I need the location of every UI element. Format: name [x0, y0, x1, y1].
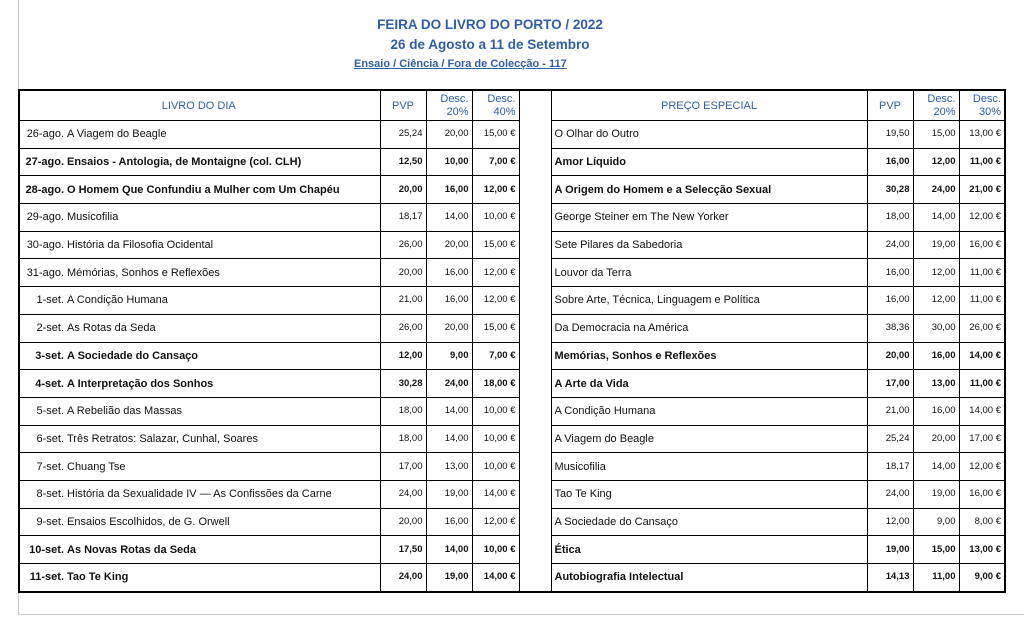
row-date: 10-set.	[19, 536, 65, 564]
right-desc20: 14,00	[913, 453, 959, 481]
left-desc40: 7,00 €	[472, 148, 519, 176]
right-desc30: 13,00 €	[959, 536, 1005, 564]
right-desc20: 15,00	[913, 121, 959, 149]
left-pvp: 18,17	[380, 204, 426, 232]
right-pvp: 12,00	[867, 508, 913, 536]
right-desc30: 12,00 €	[959, 453, 1005, 481]
right-book-title: Musicofilia	[551, 453, 867, 481]
left-desc40: 10,00 €	[472, 204, 519, 232]
row-date: 4-set.	[19, 370, 65, 398]
right-pvp: 14,13	[867, 564, 913, 592]
left-desc20: 20,00	[426, 121, 472, 149]
header-right-desc30	[959, 90, 1005, 121]
table-row	[19, 508, 1005, 536]
right-pvp: 38,36	[867, 314, 913, 342]
right-book-title: Sete Pilares da Sabedoria	[551, 231, 867, 259]
right-desc20: 12,00	[913, 259, 959, 287]
right-pvp: 18,17	[867, 453, 913, 481]
left-book-title: Chuang Tse	[65, 453, 380, 481]
left-desc40: 15,00 €	[472, 121, 519, 149]
header-desc-percent: 20%	[446, 105, 469, 118]
right-book-title: Autobiografia Intelectual	[551, 564, 867, 592]
left-desc40: 12,00 €	[472, 287, 519, 315]
row-date: 11-set.	[19, 564, 65, 592]
right-book-title: Sobre Arte, Técnica, Linguagem e Política	[551, 287, 867, 315]
left-desc40: 15,00 €	[472, 314, 519, 342]
right-pvp: 19,50	[867, 121, 913, 149]
right-book-title: A Condição Humana	[551, 397, 867, 425]
right-desc30: 16,00 €	[959, 231, 1005, 259]
left-pvp: 24,00	[380, 480, 426, 508]
left-desc20: 14,00	[426, 425, 472, 453]
right-desc20: 30,00	[913, 314, 959, 342]
category-subtitle: Ensaio / Ciência / Fora de Colecção - 117	[354, 58, 567, 70]
left-desc40: 7,00 €	[472, 342, 519, 370]
left-pvp: 18,00	[380, 425, 426, 453]
left-pvp: 26,00	[380, 314, 426, 342]
table-row	[19, 259, 1005, 287]
column-gap	[519, 370, 551, 398]
right-desc20: 15,00	[913, 536, 959, 564]
right-book-title: O Olhar do Outro	[551, 121, 867, 149]
left-desc20: 10,00	[426, 148, 472, 176]
right-pvp: 16,00	[867, 148, 913, 176]
header-desc-percent: 40%	[493, 105, 516, 118]
left-desc20: 20,00	[426, 314, 472, 342]
column-gap	[519, 536, 551, 564]
left-desc40: 14,00 €	[472, 564, 519, 592]
header-desc-label: Desc.	[440, 92, 469, 105]
column-gap	[519, 314, 551, 342]
right-desc20: 11,00	[913, 564, 959, 592]
row-date: 28-ago.	[19, 176, 65, 204]
table-row	[19, 148, 1005, 176]
left-book-title: As Novas Rotas da Seda	[65, 536, 380, 564]
right-desc30: 11,00 €	[959, 370, 1005, 398]
left-book-title: O Homem Que Confundiu a Mulher com Um Chapéu	[65, 176, 380, 204]
row-date: 7-set.	[19, 453, 65, 481]
left-pvp: 20,00	[380, 259, 426, 287]
column-gap	[519, 564, 551, 592]
table-row	[19, 397, 1005, 425]
table-row	[19, 176, 1005, 204]
right-book-title: A Origem do Homem e a Selecção Sexual	[551, 176, 867, 204]
right-book-title: George Steiner em The New Yorker	[551, 204, 867, 232]
table-header-row	[19, 90, 1005, 121]
left-desc20: 14,00	[426, 397, 472, 425]
header-livro-do-dia: LIVRO DO DIA	[65, 90, 380, 121]
column-gap	[519, 425, 551, 453]
right-desc20: 9,00	[913, 508, 959, 536]
row-date: 31-ago.	[19, 259, 65, 287]
column-gap	[519, 121, 551, 149]
row-date: 9-set.	[19, 508, 65, 536]
right-desc20: 19,00	[913, 480, 959, 508]
right-desc30: 9,00 €	[959, 564, 1005, 592]
right-pvp: 18,00	[867, 204, 913, 232]
row-date: 29-ago.	[19, 204, 65, 232]
header-left-desc20	[426, 90, 472, 121]
left-book-title: História da Filosofia Ocidental	[65, 231, 380, 259]
table-row	[19, 564, 1005, 592]
left-desc20: 19,00	[426, 564, 472, 592]
column-gap	[519, 148, 551, 176]
right-desc20: 12,00	[913, 148, 959, 176]
table-row	[19, 370, 1005, 398]
left-book-title: Ensaios - Antologia, de Montaigne (col. CLH)	[65, 148, 380, 176]
right-book-title: Ética	[551, 536, 867, 564]
right-book-title: A Viagem do Beagle	[551, 425, 867, 453]
right-desc20: 16,00	[913, 397, 959, 425]
left-desc40: 10,00 €	[472, 453, 519, 481]
right-pvp: 25,24	[867, 425, 913, 453]
table-row	[19, 453, 1005, 481]
left-desc40: 10,00 €	[472, 536, 519, 564]
page-title: FEIRA DO LIVRO DO PORTO / 2022	[377, 17, 603, 32]
right-book-title: Memórias, Sonhos e Reflexões	[551, 342, 867, 370]
row-date: 30-ago.	[19, 231, 65, 259]
table-row	[19, 204, 1005, 232]
left-desc20: 24,00	[426, 370, 472, 398]
right-desc30: 17,00 €	[959, 425, 1005, 453]
row-date: 3-set.	[19, 342, 65, 370]
left-pvp: 20,00	[380, 176, 426, 204]
row-date: 5-set.	[19, 397, 65, 425]
left-desc40: 18,00 €	[472, 370, 519, 398]
left-desc20: 14,00	[426, 204, 472, 232]
right-desc30: 26,00 €	[959, 314, 1005, 342]
left-desc20: 16,00	[426, 259, 472, 287]
right-desc30: 11,00 €	[959, 148, 1005, 176]
column-gap	[519, 480, 551, 508]
left-desc40: 15,00 €	[472, 231, 519, 259]
left-pvp: 30,28	[380, 370, 426, 398]
table-row	[19, 287, 1005, 315]
right-book-title: Louvor da Terra	[551, 259, 867, 287]
row-date: 1-set.	[19, 287, 65, 315]
table-row	[19, 121, 1005, 149]
left-pvp: 18,00	[380, 397, 426, 425]
left-desc20: 16,00	[426, 176, 472, 204]
table-row	[19, 480, 1005, 508]
column-gap	[519, 231, 551, 259]
left-desc40: 12,00 €	[472, 176, 519, 204]
right-desc20: 19,00	[913, 231, 959, 259]
header-desc-label: Desc.	[487, 92, 516, 105]
row-date: 27-ago.	[19, 148, 65, 176]
left-pvp: 17,50	[380, 536, 426, 564]
right-desc30: 21,00 €	[959, 176, 1005, 204]
left-book-title: A Condição Humana	[65, 287, 380, 315]
left-book-title: Três Retratos: Salazar, Cunhal, Soares	[65, 425, 380, 453]
left-pvp: 25,24	[380, 121, 426, 149]
left-desc20: 20,00	[426, 231, 472, 259]
right-book-title: A Sociedade do Cansaço	[551, 508, 867, 536]
header-blank	[19, 90, 65, 121]
column-gap	[519, 342, 551, 370]
left-pvp: 26,00	[380, 231, 426, 259]
right-desc20: 20,00	[913, 425, 959, 453]
column-gap	[519, 176, 551, 204]
left-desc20: 14,00	[426, 536, 472, 564]
right-desc30: 12,00 €	[959, 204, 1005, 232]
column-gap	[519, 397, 551, 425]
right-pvp: 16,00	[867, 287, 913, 315]
right-desc30: 11,00 €	[959, 259, 1005, 287]
right-desc30: 11,00 €	[959, 287, 1005, 315]
left-pvp: 12,00	[380, 342, 426, 370]
header-left-desc40	[472, 90, 519, 121]
price-table	[18, 89, 1006, 593]
table-row	[19, 342, 1005, 370]
right-book-title: Amor Líquido	[551, 148, 867, 176]
left-desc20: 13,00	[426, 453, 472, 481]
right-book-title: Da Democracia na América	[551, 314, 867, 342]
left-book-title: Musicofilia	[65, 204, 380, 232]
left-desc20: 9,00	[426, 342, 472, 370]
left-desc40: 10,00 €	[472, 397, 519, 425]
header-desc-percent: 20%	[933, 105, 956, 118]
right-desc20: 16,00	[913, 342, 959, 370]
right-desc20: 12,00	[913, 287, 959, 315]
left-book-title: História da Sexualidade IV — As Confissões da Carne	[65, 480, 380, 508]
left-desc20: 16,00	[426, 287, 472, 315]
right-pvp: 16,00	[867, 259, 913, 287]
date-range: 26 de Agosto a 11 de Setembro	[390, 37, 590, 52]
right-pvp: 24,00	[867, 231, 913, 259]
left-book-title: As Rotas da Seda	[65, 314, 380, 342]
left-desc20: 16,00	[426, 508, 472, 536]
left-desc20: 19,00	[426, 480, 472, 508]
left-book-title: A Sociedade do Cansaço	[65, 342, 380, 370]
right-desc30: 8,00 €	[959, 508, 1005, 536]
column-gap	[519, 508, 551, 536]
left-pvp: 21,00	[380, 287, 426, 315]
left-pvp: 24,00	[380, 564, 426, 592]
row-date: 8-set.	[19, 480, 65, 508]
row-date: 6-set.	[19, 425, 65, 453]
right-desc20: 14,00	[913, 204, 959, 232]
right-pvp: 30,28	[867, 176, 913, 204]
left-pvp: 20,00	[380, 508, 426, 536]
right-pvp: 19,00	[867, 536, 913, 564]
table-row	[19, 425, 1005, 453]
header-left-pvp: PVP	[380, 90, 426, 121]
left-book-title: Tao Te King	[65, 564, 380, 592]
right-pvp: 21,00	[867, 397, 913, 425]
left-book-title: A Rebelião das Massas	[65, 397, 380, 425]
left-desc40: 12,00 €	[472, 508, 519, 536]
left-desc40: 14,00 €	[472, 480, 519, 508]
header-desc-label: Desc.	[927, 92, 956, 105]
column-gap	[519, 90, 551, 121]
right-desc30: 13,00 €	[959, 121, 1005, 149]
header-preco-especial: PREÇO ESPECIAL	[551, 90, 867, 121]
left-pvp: 12,50	[380, 148, 426, 176]
left-pvp: 17,00	[380, 453, 426, 481]
header-right-desc20	[913, 90, 959, 121]
right-desc30: 14,00 €	[959, 397, 1005, 425]
left-desc40: 12,00 €	[472, 259, 519, 287]
right-book-title: Tao Te King	[551, 480, 867, 508]
right-pvp: 17,00	[867, 370, 913, 398]
right-desc30: 14,00 €	[959, 342, 1005, 370]
column-gap	[519, 259, 551, 287]
column-gap	[519, 453, 551, 481]
row-date: 26-ago.	[19, 121, 65, 149]
column-gap	[519, 287, 551, 315]
right-desc20: 13,00	[913, 370, 959, 398]
right-pvp: 24,00	[867, 480, 913, 508]
right-desc20: 24,00	[913, 176, 959, 204]
left-book-title: Ensaios Escolhidos, de G. Orwell	[65, 508, 380, 536]
header-desc-percent: 30%	[978, 105, 1001, 118]
header-right-pvp: PVP	[867, 90, 913, 121]
left-book-title: A Viagem do Beagle	[65, 121, 380, 149]
right-pvp: 20,00	[867, 342, 913, 370]
left-book-title: Mémórias, Sonhos e Reflexões	[65, 259, 380, 287]
left-book-title: A Interpretação dos Sonhos	[65, 370, 380, 398]
column-gap	[519, 204, 551, 232]
right-desc30: 16,00 €	[959, 480, 1005, 508]
table-row	[19, 536, 1005, 564]
table-row	[19, 231, 1005, 259]
left-desc40: 10,00 €	[472, 425, 519, 453]
right-book-title: A Arte da Vida	[551, 370, 867, 398]
row-date: 2-set.	[19, 314, 65, 342]
table-row	[19, 314, 1005, 342]
header-desc-label: Desc.	[972, 92, 1001, 105]
